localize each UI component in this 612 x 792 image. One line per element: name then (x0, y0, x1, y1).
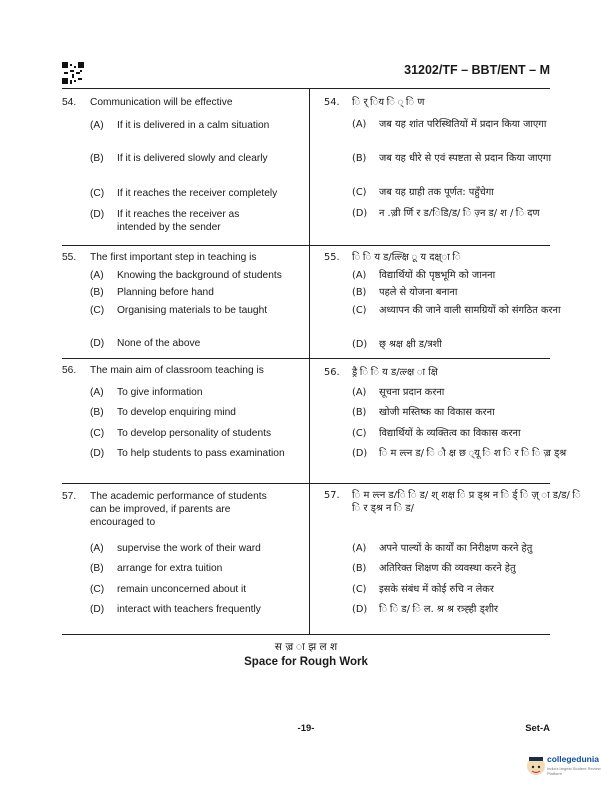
question-56-en: 56. The main aim of classroom teaching is (62, 365, 264, 376)
option-d[interactable]: (D) ि ि ड/ ि ल. श्र श्र रत्र्ह्ही ड्शीर (352, 604, 499, 615)
option-c[interactable]: (C) If it reaches the receiver completely (90, 188, 278, 199)
option-a[interactable]: (A) If it is delivered in a calm situation (90, 120, 270, 131)
option-a[interactable]: (A) To give information (90, 387, 203, 398)
option-b[interactable]: (B) arrange for extra tuition (90, 563, 223, 574)
option-b[interactable]: (B) पहले से योजना बनाना (352, 287, 458, 298)
option-a[interactable]: (A) supervise the work of their ward (90, 543, 261, 554)
question-divider (62, 634, 550, 635)
qr-code-icon (62, 62, 84, 84)
question-56-hi: 56. ड्रै ि ि य ड/त्ल्क्ष ा क्षि (324, 367, 438, 378)
set-label: Set-A (525, 723, 550, 734)
option-a[interactable]: (A) अपने पाल्यों के कार्यों का निरीक्षण करने हेतु (352, 543, 533, 554)
question-57-en: 57. The academic performance of students can be improved, if parents are encouraged to (62, 491, 267, 528)
option-b[interactable]: (B) जब यह धीरे से एवं स्पष्टता से प्रदान किया जाएगा (352, 153, 551, 164)
page-number: -19- (297, 723, 315, 734)
option-c[interactable]: (C) remain unconcerned about it (90, 584, 247, 595)
option-a[interactable]: (A) जब यह शांत परिस्थितियों में प्रदान किया जाएगा (352, 119, 547, 130)
option-a[interactable]: (A) सूचना प्रदान करना (352, 387, 445, 398)
option-d[interactable]: (D) न .ज़्री र्णि र ड/िडि/ड/ ि ज़्न ड/ श / ि दण (352, 208, 540, 219)
option-d[interactable]: (D) interact with teachers frequently (90, 604, 261, 615)
option-d[interactable]: (D) If it reaches the receiver as intended by the sender (90, 209, 240, 233)
option-c[interactable]: (C) To develop personality of students (90, 428, 272, 439)
rough-work-label: Space for Rough Work (244, 656, 368, 668)
question-divider (62, 483, 550, 484)
logo-subtext: India's largest Student Review Platform (547, 766, 601, 776)
option-b[interactable]: (B) Planning before hand (90, 287, 214, 298)
rough-work-label-hindi: स ज़्र ा झ ल श (274, 641, 338, 653)
question-57-hi: 57. ि म ल्त्न ड/ि ि ड/ श् शक्ष ि प्र ड्श्र न ि र्ड् ि ज़् ा ड/ड/ ि ि र ड्श्र न ि ड/ (324, 490, 581, 514)
question-number: 54. (62, 97, 77, 108)
option-c[interactable]: (C) इसके संबंध में कोई रुचि न लेकर (352, 584, 494, 595)
question-text: Communication will be effective (90, 97, 233, 108)
option-d[interactable]: (D) ि म ल्त्न ड/ ि ौ क्ष छ ्यू ि श ि र ि ि ज़्र ड्श्र (352, 448, 567, 459)
option-d[interactable]: (D) None of the above (90, 338, 201, 349)
exam-code: 31202/TF – BBT/ENT – M (404, 63, 550, 77)
option-b[interactable]: (B) To develop enquiring mind (90, 407, 236, 418)
question-55-en: 55. The first important step in teaching is (62, 252, 257, 263)
question-divider (62, 245, 550, 246)
option-d[interactable]: (D) To help students to pass examination (90, 448, 285, 459)
option-b[interactable]: (B) अतिरिक्त शिक्षण की व्यवस्था करने हेतु (352, 563, 516, 574)
option-c[interactable]: (C) Organising materials to be taught (90, 305, 268, 316)
option-c[interactable]: (C) जब यह ग्राही तक पूर्णत: पहुँचेगा (352, 187, 494, 198)
question-divider (62, 358, 550, 359)
header-divider (62, 88, 550, 89)
logo-text: collegedunia (547, 754, 599, 764)
option-b[interactable]: (B) If it is delivered slowly and clearly (90, 153, 268, 164)
question-54-hi: 54. ि र् िय ि ् ि ण (324, 97, 425, 108)
question-54-en (62, 96, 328, 109)
question-55-hi: 55. ि ि य ड/त्ल्क्षि ू य दक्ष्ा ि (324, 252, 461, 263)
option-c[interactable]: (C) विद्यार्थियों के व्यक्तित्व का विकास करना (352, 428, 521, 439)
option-d[interactable]: (D) छ् श्रक्ष क्षी ड/त्रशी (352, 339, 442, 350)
option-b[interactable]: (B) खोजी मस्तिष्क का विकास करना (352, 407, 495, 418)
option-a[interactable]: (A) Knowing the background of students (90, 270, 282, 281)
option-a[interactable]: (A) विद्यार्थियों की पृष्ठभूमि को जानना (352, 270, 496, 281)
option-c[interactable]: (C) अध्यापन की जाने वाली सामग्रियों को संगठित करना (352, 305, 561, 316)
